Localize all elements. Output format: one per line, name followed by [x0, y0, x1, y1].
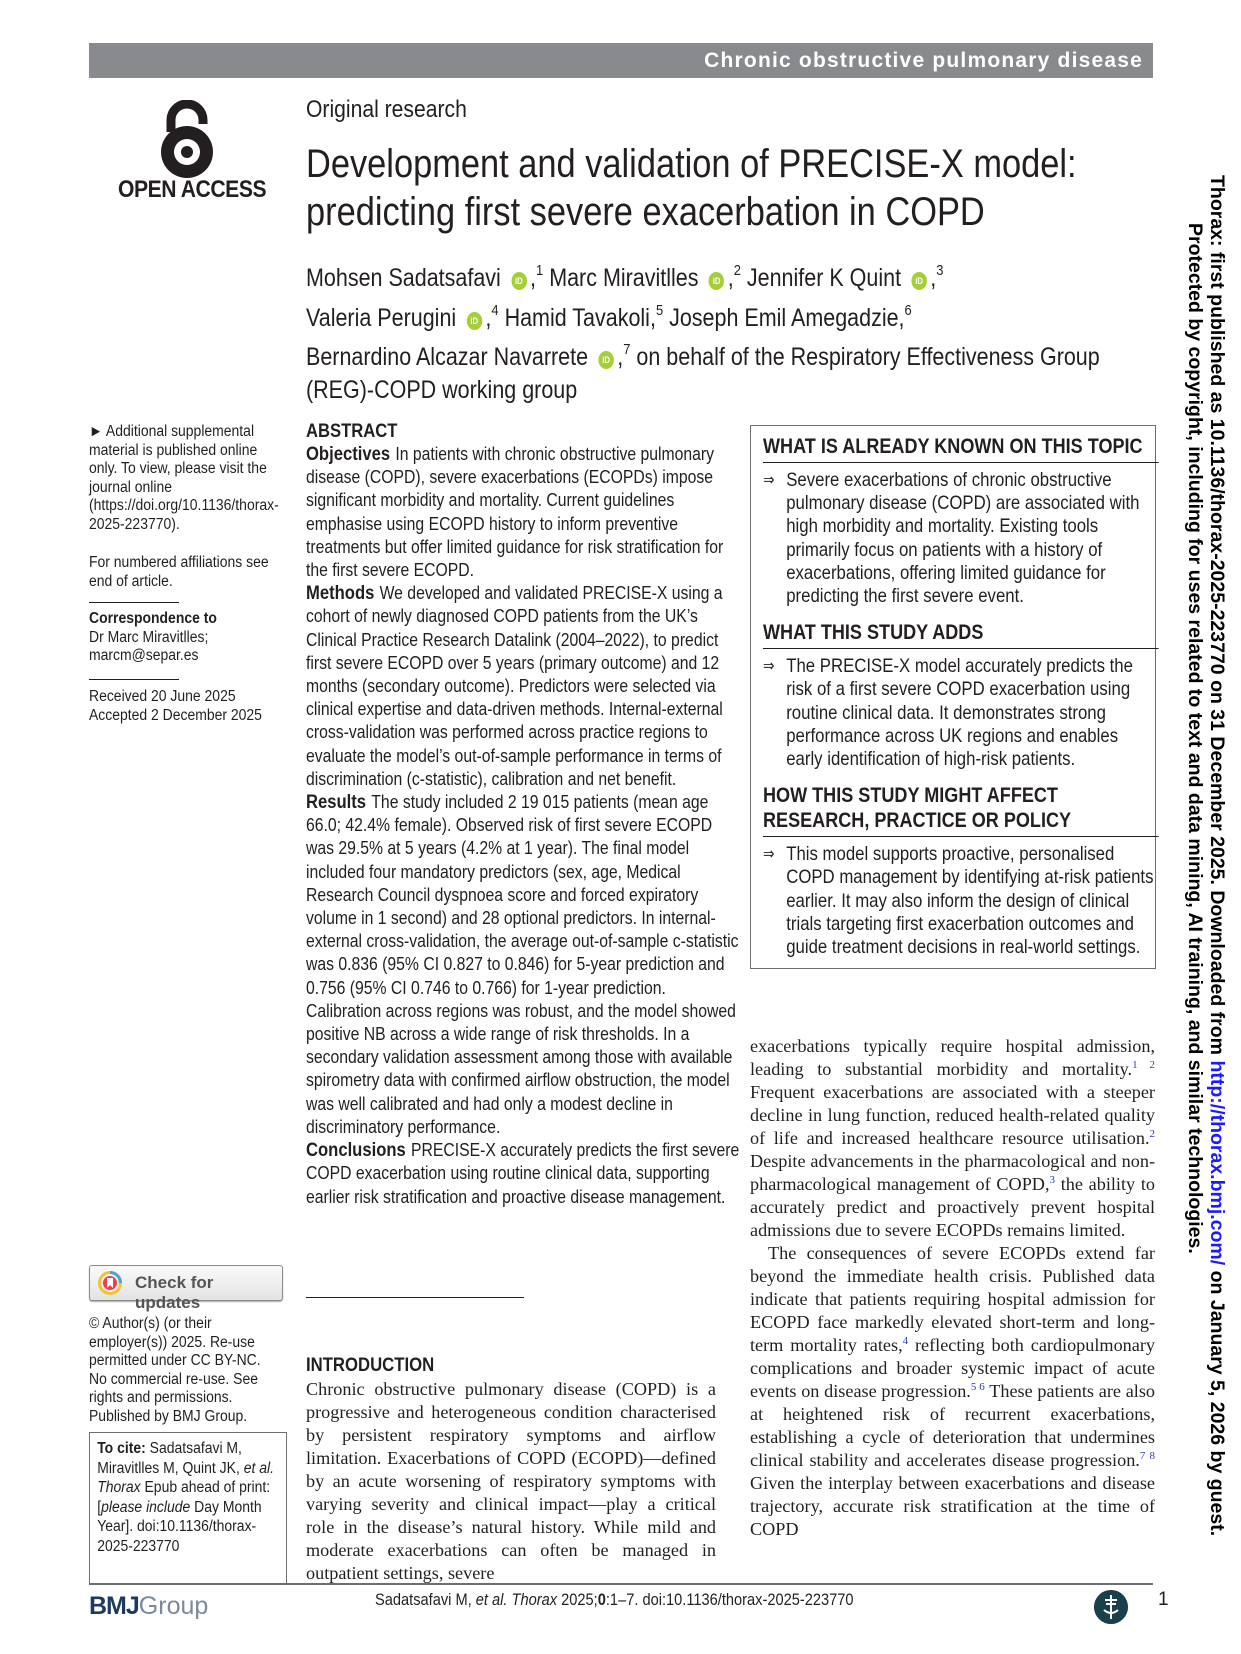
- section-title: Chronic obstructive pulmonary disease: [704, 49, 1143, 72]
- orcid-icon[interactable]: iD: [598, 351, 613, 369]
- footer-divider: [89, 1583, 1153, 1585]
- abstract: [306, 420, 746, 1209]
- arrow-icon: ⇒: [763, 846, 775, 864]
- author-name[interactable]: Jennifer K Quint: [746, 264, 902, 292]
- abstract-results: Results The study included 2 19 015 patients (mean age 66.0; 42.4% female). Observed risk of first severe ECOPD was 29.5% at 5 years (4.2% at 1 year). The final model included four mandatory predictors (sex, age, Medical Research Council dyspnoea score and forced expiratory volume in 1 second) and 28 optional predictors. In internal-external cross-validation, the average out-of-sample c-statistic was 0.836 (95% CI 0.827 to 0.846) for 5-year prediction and 0.756 (95% CI 0.746 to 0.766) for 1-year prediction. Calibration across regions was robust, and the model showed positive NB across a wide range of risk thresholds. In a secondary validation assessment among those with available spirometry data with confirmed airflow obstruction, the model was well calibrated and had only a modest decline in discriminatory performance.: [306, 792, 739, 1137]
- reference-link[interactable]: 2: [1149, 1128, 1155, 1140]
- open-access-label: OPEN ACCESS: [118, 176, 267, 203]
- correspondence: [89, 610, 274, 666]
- divider: [89, 602, 179, 603]
- copyright-note: © Author(s) (or their employer(s)) 2025. Re-use permitted under CC BY-NC. No commercial re-use. See rights and permissions. Published by BMJ Group.: [89, 1315, 261, 1425]
- key-heading: WHAT IS ALREADY KNOWN ON THIS TOPIC: [763, 434, 1159, 463]
- triangle-marker-icon: ►: [89, 423, 103, 440]
- orcid-icon[interactable]: iD: [709, 272, 724, 290]
- group-text-2: (REG)-COPD working group: [306, 375, 578, 404]
- key-heading: WHAT THIS STUDY ADDS: [763, 620, 1159, 649]
- page-number: 1: [1158, 1589, 1169, 1610]
- accepted-date: Accepted 2 December 2025: [89, 706, 262, 724]
- author-name[interactable]: Valeria Perugini: [306, 303, 457, 332]
- arrow-icon: ⇒: [763, 472, 775, 489]
- key-messages-box: [750, 425, 1156, 969]
- group-text: on behalf of the Respiratory Effectiveness Group: [636, 343, 1100, 371]
- reference-link[interactable]: 3: [1049, 1174, 1055, 1186]
- correspondence-label: Correspondence to: [89, 610, 217, 627]
- journal-link[interactable]: http://thorax.bmj.com/: [1206, 1060, 1228, 1266]
- footer-citation: Sadatsafavi M, et al. Thorax 2025;0:1–7. doi:10.1136/thorax-2025-223770: [375, 1590, 854, 1609]
- orcid-icon[interactable]: iD: [467, 312, 482, 330]
- author-name[interactable]: Mohsen Sadatsafavi: [306, 264, 501, 292]
- reference-link[interactable]: 4: [902, 1335, 909, 1347]
- reference-link[interactable]: 7 8: [1139, 1450, 1155, 1462]
- check-for-updates-label: Check for updates: [135, 1273, 214, 1312]
- orcid-icon[interactable]: iD: [511, 272, 526, 290]
- thorax-emblem-icon: [1094, 1590, 1128, 1624]
- abstract-objectives: Objectives In patients with chronic obstructive pulmonary disease (COPD), severe exacerbations (ECOPDs) impose significant morbidity and mortality. Current guidelines emphasise using ECOPD history to inform preventive treatments but offer limited guidance for risk stratification for the first severe ECOPD.: [306, 444, 724, 581]
- abstract-methods: Methods We developed and validated PRECISE-X using a cohort of newly diagnosed COPD patients from the UK’s Clinical Practice Research Datalink (2004–2022), to predict first severe ECOPD over 5 years (primary outcome) and 12 months (secondary outcome). Predictors were selected via clinical expertise and data-driven methods. Internal-external cross-validation was performed across practice regions to evaluate the model’s out-of-sample performance in terms of discrimination (c-statistic), calibration and net benefit.: [306, 583, 723, 789]
- author-name[interactable]: Marc Miravitlles: [549, 264, 699, 292]
- article-title: [306, 140, 1077, 236]
- check-for-updates-button[interactable]: [89, 1265, 283, 1312]
- author-name[interactable]: Hamid Tavakoli,: [504, 303, 656, 332]
- article-type: Original research: [306, 96, 467, 123]
- key-item: ⇒ This model supports proactive, personalised COPD management by identifying at-risk patients earlier. It may also inform the design of clinical trials targeting first exacerbation outcomes and guide treatment decisions in real-world settings.: [763, 843, 1154, 959]
- author-list: Mohsen Sadatsafavi iD ,$^1$ Marc Miravitlles iD ,$^2$ Jennifer K Quint iD ,$^3$ Valeria Perugini iD ,$^4$ Hamid Tavakoli,$^5$ Joseph Emil Amegadzie,$^6$ Bernardino Alcazar Navarrete iD ,$^7$ on behalf of the Respiratory Effectiveness Group (REG)-COPD working group: [306, 255, 1100, 406]
- reference-link[interactable]: 5 6: [970, 1381, 985, 1393]
- key-item: ⇒ The PRECISE-X model accurately predicts the risk of a first severe COPD exacerbation using routine clinical data. It demonstrates strong performance across UK regions and enables early identification of high-risk patients.: [763, 655, 1133, 771]
- correspondence-email[interactable]: marcm@separ.es: [89, 647, 199, 664]
- reference-link[interactable]: 1 2: [1132, 1059, 1156, 1071]
- to-cite-box: To cite: Sadatsafavi M, Miravitlles M, Quint JK, et al. Thorax Epub ahead of print: [please include Day Month Year]. doi:10.1136/thorax-2025-223770: [89, 1432, 287, 1584]
- cite-label: To cite:: [97, 1440, 146, 1457]
- title-line-1: Development and validation of PRECISE-X model:: [306, 142, 1077, 186]
- crossmark-icon: [98, 1271, 122, 1295]
- dates: [89, 688, 274, 725]
- bmj-group-logo: BMJGroup: [89, 1592, 209, 1620]
- abstract-heading: ABSTRACT: [306, 421, 398, 442]
- affiliations-note: For numbered affiliations see end of article.: [89, 554, 269, 590]
- introduction-col2: exacerbations typically require hospital admission, leading to substantial morbidity and mortality.$^{1 2}$ Frequent exacerbations are associated with a steeper decline in lung function, reduced health-related quality of life and increased healthcare resource utilisation.$^2$ Despite advancements in the pharmacological and non-pharmacological management of COPD,$^3$ the ability to accurately predict and proactively prevent hospital admissions due to severe ECOPDs remains limited. The consequences of severe ECOPDs extend far beyond the immediate health crisis. Published data indicate that patients requiring hospital admission for ECOPD face markedly elevated short-term and long-term mortality rates,$^4$ reflecting both cardiopulmonary complications and broader systemic impact of acute events on disease progression.$^{5 6}$ These patients are also at heightened risk of recurrent exacerbations, establishing a cycle of deterioration that undermines clinical stability and accelerates disease progression.$^{7 8}$ Given the interplay between exacerbations and disease trajectory, accurate risk stratification at the time of COPD: [750, 1036, 1156, 1539]
- arrow-icon: ⇒: [763, 658, 775, 676]
- introduction-col1: Chronic obstructive pulmonary disease (COPD) is a progressive and heterogeneous condition characterised by persistent respiratory symptoms and airflow limitation. Exacerbations of COPD (ECOPD)—defined by an acute worsening of respiratory symptoms with varying severity and clinical impact—play a critical role in the disease’s natural history. While mild and moderate exacerbations can often be managed in outpatient settings, severe: [306, 1379, 716, 1583]
- divider: [89, 679, 179, 680]
- supplemental-link[interactable]: Additional supplemental material is published online only. To view, please visit the journal online (https://doi.org/10.1136/thorax-2025-223770).: [89, 423, 279, 533]
- title-line-2: predicting first severe exacerbation in COPD: [306, 190, 985, 234]
- received-date: Received 20 June 2025: [89, 688, 236, 705]
- correspondence-name: Dr Marc Miravitlles;: [89, 628, 209, 646]
- introduction-heading: INTRODUCTION: [306, 1355, 435, 1376]
- key-heading: HOW THIS STUDY MIGHT AFFECT RESEARCH, PRACTICE OR POLICY: [763, 783, 1159, 837]
- author-name[interactable]: Bernardino Alcazar Navarrete: [306, 343, 589, 371]
- abstract-conclusions: Conclusions PRECISE-X accurately predicts the first severe COPD exacerbation using routine clinical data, supporting earlier risk stratification and proactive disease management.: [306, 1140, 740, 1207]
- key-item: ⇒ Severe exacerbations of chronic obstructive pulmonary disease (COPD) are associated with high morbidity and mortality. Existing tools primarily focus on patients with a history of exacerbations, offering limited guidance for predicting the first severe event.: [763, 469, 1140, 608]
- section-header-bar: [89, 43, 1153, 78]
- abstract-divider: [306, 1297, 524, 1298]
- open-access-lock-icon: [155, 100, 219, 178]
- author-name[interactable]: Joseph Emil Amegadzie,: [669, 303, 905, 332]
- supplemental-note: [89, 423, 279, 534]
- download-notice: Thorax: first published as 10.1136/thorax-2025-223770 on 31 December 2025. Downloaded from http://thorax.bmj.com/ on January 5, 2026 by guest. Protected by copyright, including for uses related to text and data mining, AI training, and similar technologies.: [1184, 175, 1228, 1537]
- orcid-icon[interactable]: iD: [911, 272, 926, 290]
